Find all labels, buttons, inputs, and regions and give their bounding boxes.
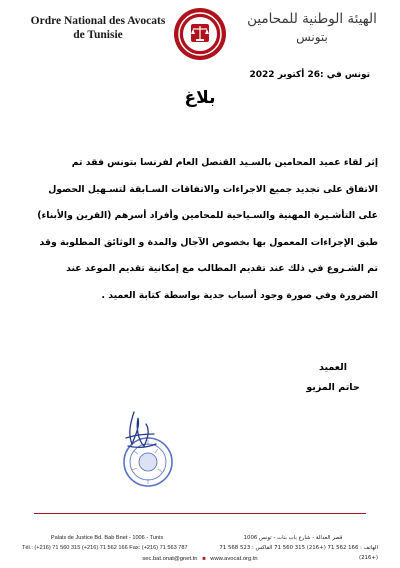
org-name-fr-line1: Ordre National des Avocats [30,15,166,27]
footer-separator: ■ [202,556,206,562]
org-logo [172,6,228,62]
footer-phones-ar: الهاتف : 166 562 71 (+216) 315 560 71 الفاكس : 523 568 71 (+216) [219,545,378,561]
footer-email[interactable]: sec.bat.onat@gnet.tn [142,556,198,562]
signature-block [298,358,368,398]
footer-address-ar: قصر العدالة - شارع باب بنات - تونس 1006 [243,535,343,541]
org-name-ar-line1: الهيئة الوطنية للمحامين [247,11,377,27]
document-title: بلاغ [184,88,216,108]
blue-official-stamp-icon [96,404,186,494]
org-name-fr [28,14,168,42]
footer-email-web [0,556,400,562]
signatory-name: حاتم المزيو [306,382,360,393]
body-line: طبق الإجراءات المعمول بها بخصوص الآجال والمدة و الوثائق المطلوبة وقد [39,236,378,248]
body-line: الاتفاق على تجديد جميع الاجراءات والاتفاقات السـابقة لتسـهيل الحصول [48,183,378,195]
body-line: الضرورة وفي صورة وجود أسباب جدية بواسطة كتابة العميد . [101,289,378,301]
bar-association-seal-icon [172,6,228,62]
handwritten-signature-icon [126,412,156,447]
footer-phones-fr: Tél.: (+216) 71 560 315 (+216) 71 562 166 Fax: (+216) 71 563 787 [22,545,188,551]
footer-website[interactable]: www.avocat.org.tn [210,556,258,562]
body-line: إثر لقاء عميد المحامين بالسـيد القنصل العام لفرنسا بتونس فقد تم [71,157,378,168]
document-date: تونس في :26 أكتوبر 2022 [249,70,370,80]
announcement-body [22,150,378,309]
org-name-fr-line2: de Tunisie [73,29,123,41]
org-name-ar [242,10,382,46]
body-line: على التأشـيرة المهنية والسـياحية للمحامين وأفراد أسرهم (القرين والأبناء) [37,210,378,221]
footer-rule [34,513,366,514]
org-name-ar-line2: بتونس [296,30,328,44]
signatory-role: العميد [319,362,347,373]
body-line: تم الشـروع في ذلك عند تقديم المطالب مع إمكانية تقديم الموعد عند [66,263,378,274]
footer-address-fr: Palais de Justice Bd. Bab Bnet - 1006 - Tunis [50,535,164,541]
signature-stamp [96,404,186,494]
footer-contact-fr [22,533,192,553]
